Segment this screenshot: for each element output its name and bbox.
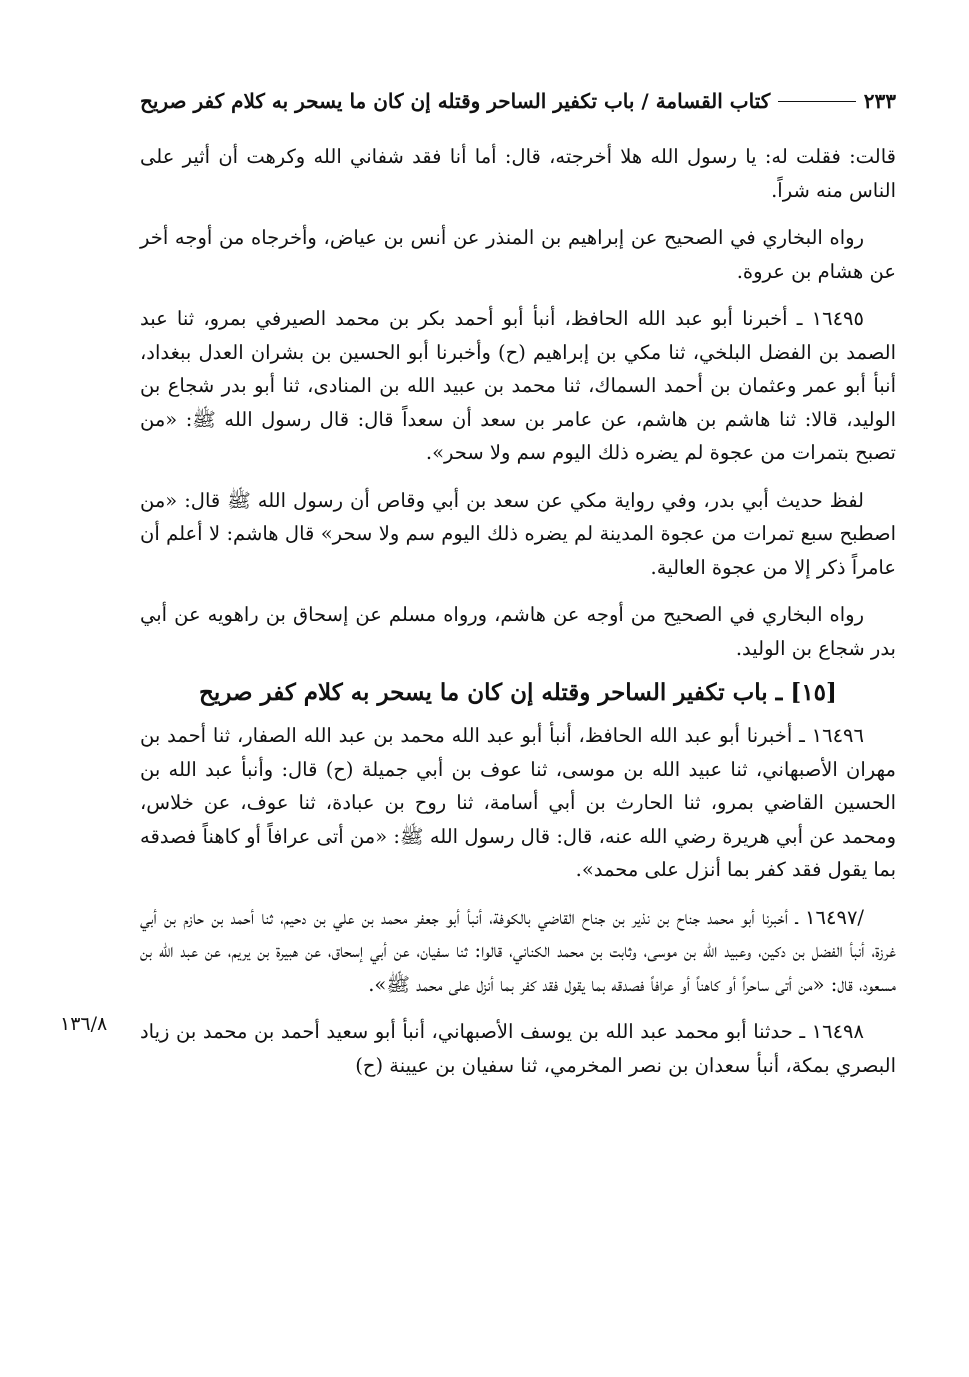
paragraph-5: رواه البخاري في الصحيح من أوجه عن هاشم، ورواه مسلم عن إسحاق بن راهويه عن أبي بدر شجاع بن الوليد. [140, 603, 896, 660]
header-title: كتاب القسامة / باب تكفير الساحر وقتله إن كان ما يسحر به كلام كفر صريح [140, 89, 771, 113]
hadith-16497: /١٦٤٩٧ ـ أخبرنا أبو محمد جناح بن نذير بن جناح القاضي بالكوفة، أنبأ أبو جعفر محمد بن علي بن دحيم، ثنا أحمد بن حازم بن أبي غرزة، أنبأ الفضل بن دكين، وعبيد الله بن موسى، وثابت بن محمد الكناني، قالوا: ثنا سفيان، عن أبي إسحاق، عن هبيرة بن يريم، عن عبد الله بن مسعود، قال: «من أتى ساحراً أو كاهناً أو عرافاً فصدقه بما يقول فقد كفر بما أنزل على محمد ﷺ». [140, 905, 896, 996]
header-rule [778, 101, 855, 102]
hadith-16498: ١٦٤٩٨ ـ حدثنا أبو محمد عبد الله بن يوسف الأصبهاني، أنبأ أبو سعيد أحمد بن محمد بن زياد البصري بمكة، أنبأ سعدان بن نصر المخرمي، ثنا سفيان بن عيينة (ح) [140, 1020, 896, 1077]
section-heading: [١٥] ـ باب تكفير الساحر وقتله إن كان ما يسحر به كلام كفر صريح [199, 679, 837, 706]
paragraph-4: لفظ حديث أبي بدر، وفي رواية مكي عن سعد بن أبي وقاص أن رسول الله ﷺ قال: «من اصطبح سبع تمرات من عجوة المدينة لم يضره ذلك اليوم سم ولا سحر» قال هاشم: لا أعلم أن عامراً ذكر إلا من عجوة العالية. [140, 488, 896, 579]
paragraph-2: رواه البخاري في الصحيح عن إبراهيم بن المنذر عن أنس بن عياض، وأخرجاه من أوجه أخر عن هشام بن عروة. [140, 226, 896, 283]
paragraph-gap [140, 584, 896, 598]
hadith-16496: ١٦٤٩٦ ـ أخبرنا أبو عبد الله الحافظ، أنبأ أبو عبد الله محمد بن عبد الله الصفار، ثنا أحمد بن مهران الأصبهاني، ثنا عبيد الله بن موسى، ثنا عوف بن أبي جميلة (ح) قال: وأنبأ عبد الله بن الحسين القاضي بمرو، ثنا الحارث بن أبي أسامة، ثنا روح بن عبادة، ثنا عوف، عن خلاس، ومحمد عن أبي هريرة رضي الله عنه، قال: قال رسول الله ﷺ: «من أتى عرافاً أو كاهناً فصدقه بما يقول فقد كفر بما أنزل على محمد». [140, 724, 896, 881]
margin-reference: ١٣٦/٨ [60, 1013, 108, 1035]
paragraph-1: قالت: فقلت له: يا رسول الله هلا أخرجته، قال: أما أنا فقد شفاني الله وكرهت أن أثير على الناس منه شراً. [140, 145, 896, 202]
paragraph-gap [140, 1001, 896, 1015]
paragraph-gap [140, 470, 896, 484]
running-header [140, 84, 896, 118]
paragraph-gap [140, 887, 896, 901]
paragraph-gap [140, 207, 896, 221]
hadith-16495: ١٦٤٩٥ ـ أخبرنا أبو عبد الله الحافظ، أنبأ أبو أحمد بكر بن محمد الصيرفي بمرو، ثنا عبد الصمد بن الفضل البلخي، ثنا مكي بن إبراهيم (ح) وأخبرنا أبو الحسين بن بشران العدل ببغداد، أنبأ أبو عمر وعثمان بن أحمد السماك، ثنا محمد بن عبيد الله بن المنادى، ثنا أبو بدر شجاع بن الوليد، قالا: ثنا هاشم بن هاشم، عن عامر بن سعد أن سعداً قال: قال رسول الله ﷺ: «من تصبح بتمرات من عجوة لم يضره ذلك اليوم سم ولا سحر». [140, 307, 896, 464]
paragraph-gap [140, 288, 896, 302]
page-number: ٢٣٣ [863, 89, 896, 113]
body-text [140, 140, 896, 1082]
